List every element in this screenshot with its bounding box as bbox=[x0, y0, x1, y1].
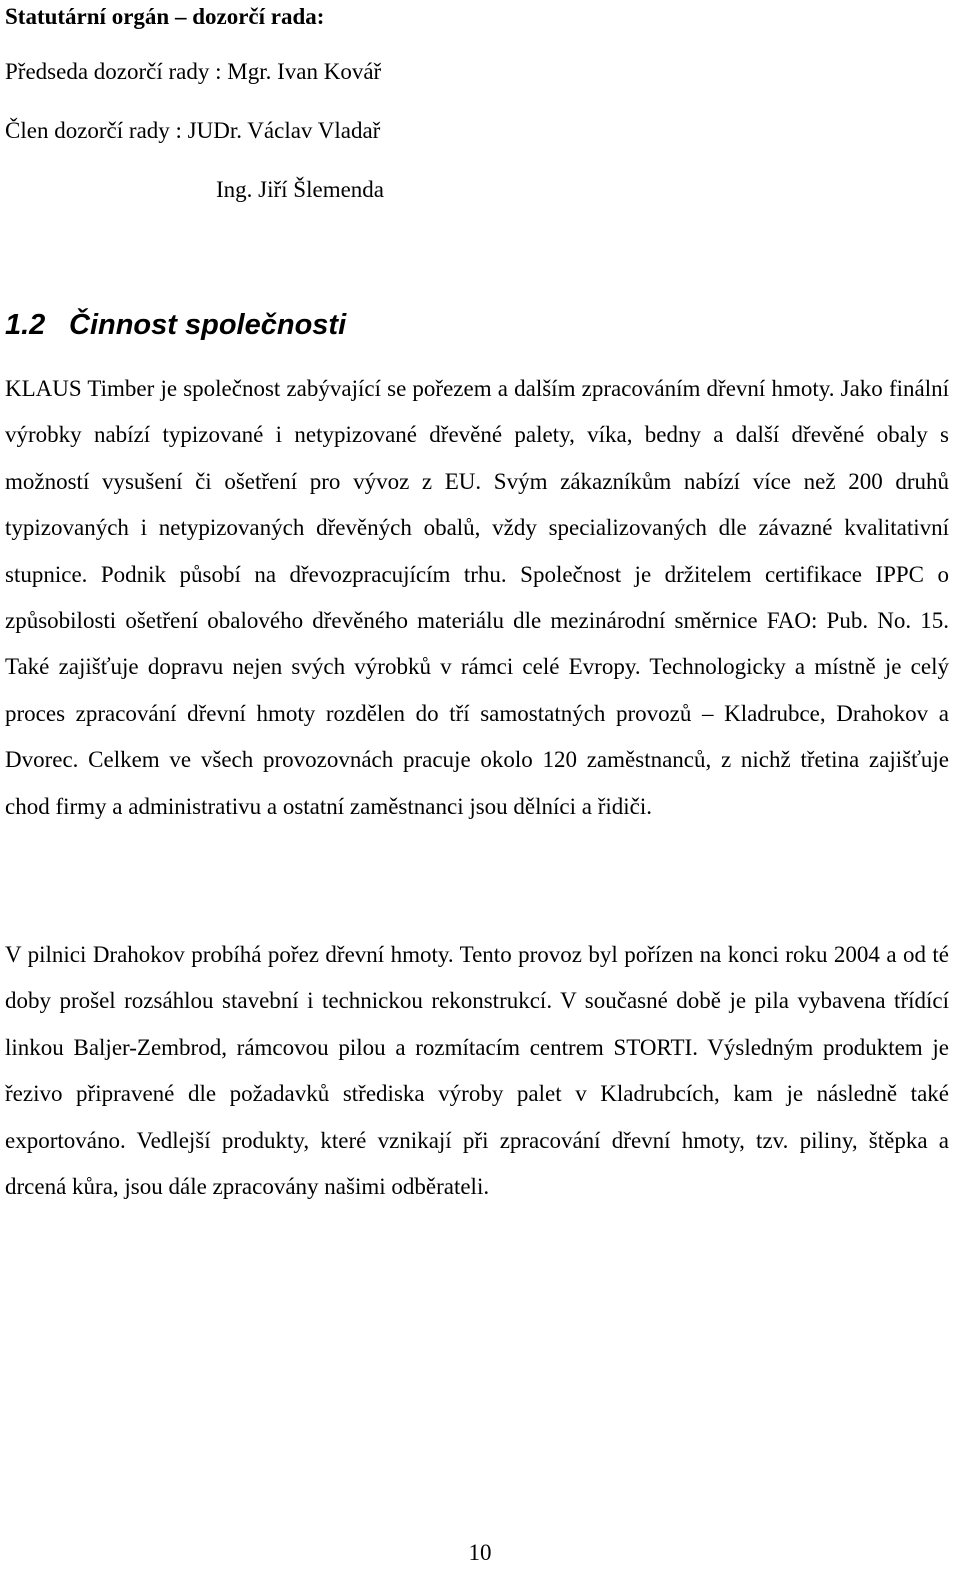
section-title: Činnost společnosti bbox=[69, 309, 347, 341]
company-description-paragraph: KLAUS Timber je společnost zabývající se pořezem a dalším zpracováním dřevní hmoty. Jako finální výrobky nabízí typizované i netypizované dřevěné palety, víka, bedny a další dřevěné obaly s možností vysušení či ošetření pro vývoz z EU. Svým zákazníkům nabízí více než 200 druhů typizovaných i netypizovaných dřevěných obalů, vždy specializovaných dle závazné kvalitativní stupnice. Podnik působí na dřevozpracujícím trhu. Společnost je držitelem certifikace IPPC o způsobilosti ošetření obalového dřevěného materiálu dle mezinárodní směrnice FAO: Pub. No. 15. Také zajišťuje dopravu nejen svých výrobků v rámci celé Evropy. Technologicky a místně je celý proces zpracování dřevní hmoty rozdělen do tří samostatných provozů – Kladrubce, Drahokov a Dvorec. Celkem ve všech provozovnách pracuje okolo 120 zaměstnanců, z nichž třetina zajišťuje chod firmy a administrativu a ostatní zaměstnanci jsou dělníci a řidiči. bbox=[5, 376, 949, 819]
supervisory-board-heading: Statutární orgán – dozorčí rada: bbox=[5, 4, 325, 29]
sawmill-paragraph: V pilnici Drahokov probíhá pořez dřevní hmoty. Tento provoz byl pořízen na konci roku 2004 a od té doby prošel rozsáhlou stavební i technickou rekonstrukcí. V současné době je pila vybavena třídící linkou Baljer-Zembrod, rámcovou pilou a rozmítacím centrem STORTI. Výsledným produktem je řezivo připravené dle požadavků střediska výroby palet v Kladrubcích, kam je následně také exportováno. Vedlejší produkty, které vznikají při zpracování dřevní hmoty, tzv. piliny, štěpka a drcená kůra, jsou dále zpracovány našimi odběrateli. bbox=[5, 942, 949, 1200]
section-number: 1.2 bbox=[5, 309, 46, 341]
board-member-second-line: Ing. Jiří Šlemenda bbox=[216, 177, 384, 202]
page-number: 10 bbox=[468, 1540, 492, 1565]
board-chair-line: Předseda dozorčí rady : Mgr. Ivan Kovář bbox=[5, 59, 382, 84]
section-heading bbox=[5, 307, 346, 343]
board-member-line: Člen dozorčí rady : JUDr. Václav Vladař bbox=[5, 118, 381, 143]
